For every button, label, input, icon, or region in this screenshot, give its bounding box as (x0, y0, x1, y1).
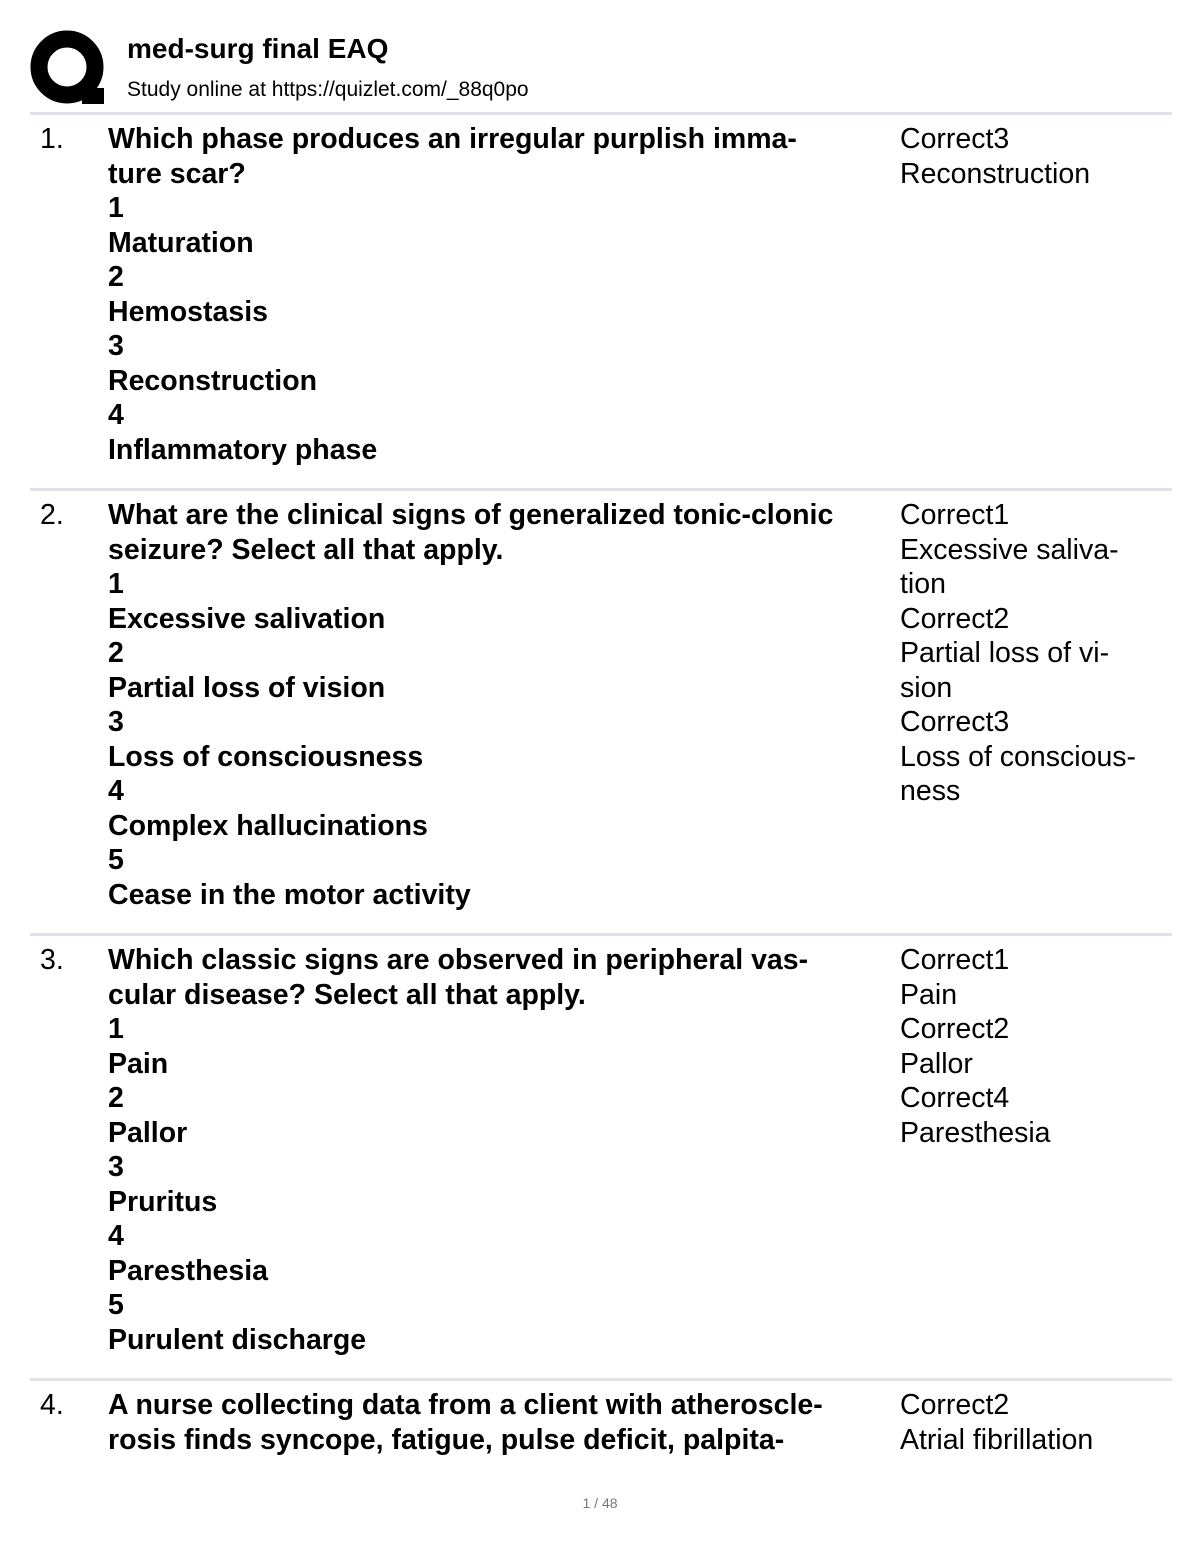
question-line: 1 (108, 192, 124, 224)
question-line: 1 (108, 1013, 124, 1045)
answer-line: sion (900, 671, 953, 704)
question-line: Purulent discharge (108, 1323, 367, 1356)
item-number: 1. (40, 123, 64, 155)
question-line: cular disease? Select all that apply. (108, 978, 586, 1011)
question-line: Partial loss of vision (108, 671, 386, 704)
question-line: Which classic signs are observed in peripheral vas- (108, 944, 809, 976)
question-line: 2 (108, 637, 124, 669)
answer-line: Atrial fibrillation (900, 1423, 1094, 1456)
study-online-link[interactable]: Study online at https://quizlet.com/_88q0po (127, 78, 529, 101)
page-number: 1 / 48 (582, 1495, 618, 1511)
question-line: 2 (108, 261, 124, 293)
question-line: Excessive salivation (108, 602, 386, 635)
answer-line: Correct1 (900, 499, 1010, 531)
answer-line: ness (900, 775, 961, 807)
question-line: ture scar? (108, 157, 246, 190)
flashcard-item (30, 491, 1172, 936)
question-line: 2 (108, 1082, 124, 1114)
answer-line: Pallor (900, 1047, 973, 1080)
question-line: 1 (108, 568, 124, 600)
question-line: Hemostasis (108, 295, 268, 328)
answer-line: Correct2 (900, 1013, 1010, 1045)
answer-line: Partial loss of vi- (900, 637, 1110, 669)
question-line: 3 (108, 330, 124, 362)
question-line: 3 (108, 706, 124, 738)
question-line: Complex hallucinations (108, 809, 428, 842)
answer-line: Correct1 (900, 944, 1010, 976)
question-line: 5 (108, 1289, 124, 1321)
answer-line: Pain (900, 978, 958, 1011)
answer (900, 122, 1090, 191)
document-title: med-surg final EAQ (127, 33, 389, 64)
item-number: 2. (40, 499, 64, 531)
answer-line: Correct2 (900, 1389, 1010, 1421)
question-line: Inflammatory phase (108, 433, 378, 466)
question-line: Reconstruction (108, 364, 318, 397)
question-line: Which phase produces an irregular purplish imma- (108, 123, 797, 155)
question-line: What are the clinical signs of generalized tonic-clonic (108, 499, 834, 531)
answer-line: Correct3 (900, 706, 1010, 738)
question-line: Pruritus (108, 1185, 218, 1218)
quizlet-logo-icon (30, 30, 106, 106)
question-line: 4 (108, 1220, 124, 1252)
flashcard-item (30, 936, 1172, 1381)
question-line: rosis finds syncope, fatigue, pulse deficit, palpita- (108, 1423, 785, 1456)
answer-line: Reconstruction (900, 157, 1091, 190)
question-line: Paresthesia (108, 1254, 269, 1287)
question-line: A nurse collecting data from a client with atheroscle- (108, 1389, 823, 1421)
answer-line: Paresthesia (900, 1116, 1051, 1149)
question-line: Loss of consciousness (108, 740, 424, 773)
question-line: Maturation (108, 226, 254, 259)
answer-line: tion (900, 568, 946, 600)
question-line: 3 (108, 1151, 124, 1183)
question-line: seizure? Select all that apply. (108, 533, 504, 566)
question-line: 4 (108, 399, 124, 431)
answer-line: Correct3 (900, 123, 1010, 155)
question-line: 4 (108, 775, 124, 807)
answer-line: Loss of conscious- (900, 740, 1137, 773)
answer-line: Excessive saliva- (900, 533, 1119, 566)
question-line: 5 (108, 844, 124, 876)
flashcard-item (30, 1381, 1172, 1478)
answer (900, 943, 1051, 1150)
flashcard-item (30, 115, 1172, 491)
question-line: Pain (108, 1047, 169, 1080)
answer (900, 1388, 1093, 1457)
item-number: 3. (40, 944, 64, 976)
item-number: 4. (40, 1389, 64, 1421)
answer-line: Correct4 (900, 1082, 1010, 1114)
answer-line: Correct2 (900, 602, 1010, 635)
answer (900, 498, 1136, 809)
flashcard-list (0, 115, 1200, 1478)
question-line: Pallor (108, 1116, 188, 1149)
question-line: Cease in the motor activity (108, 878, 471, 911)
